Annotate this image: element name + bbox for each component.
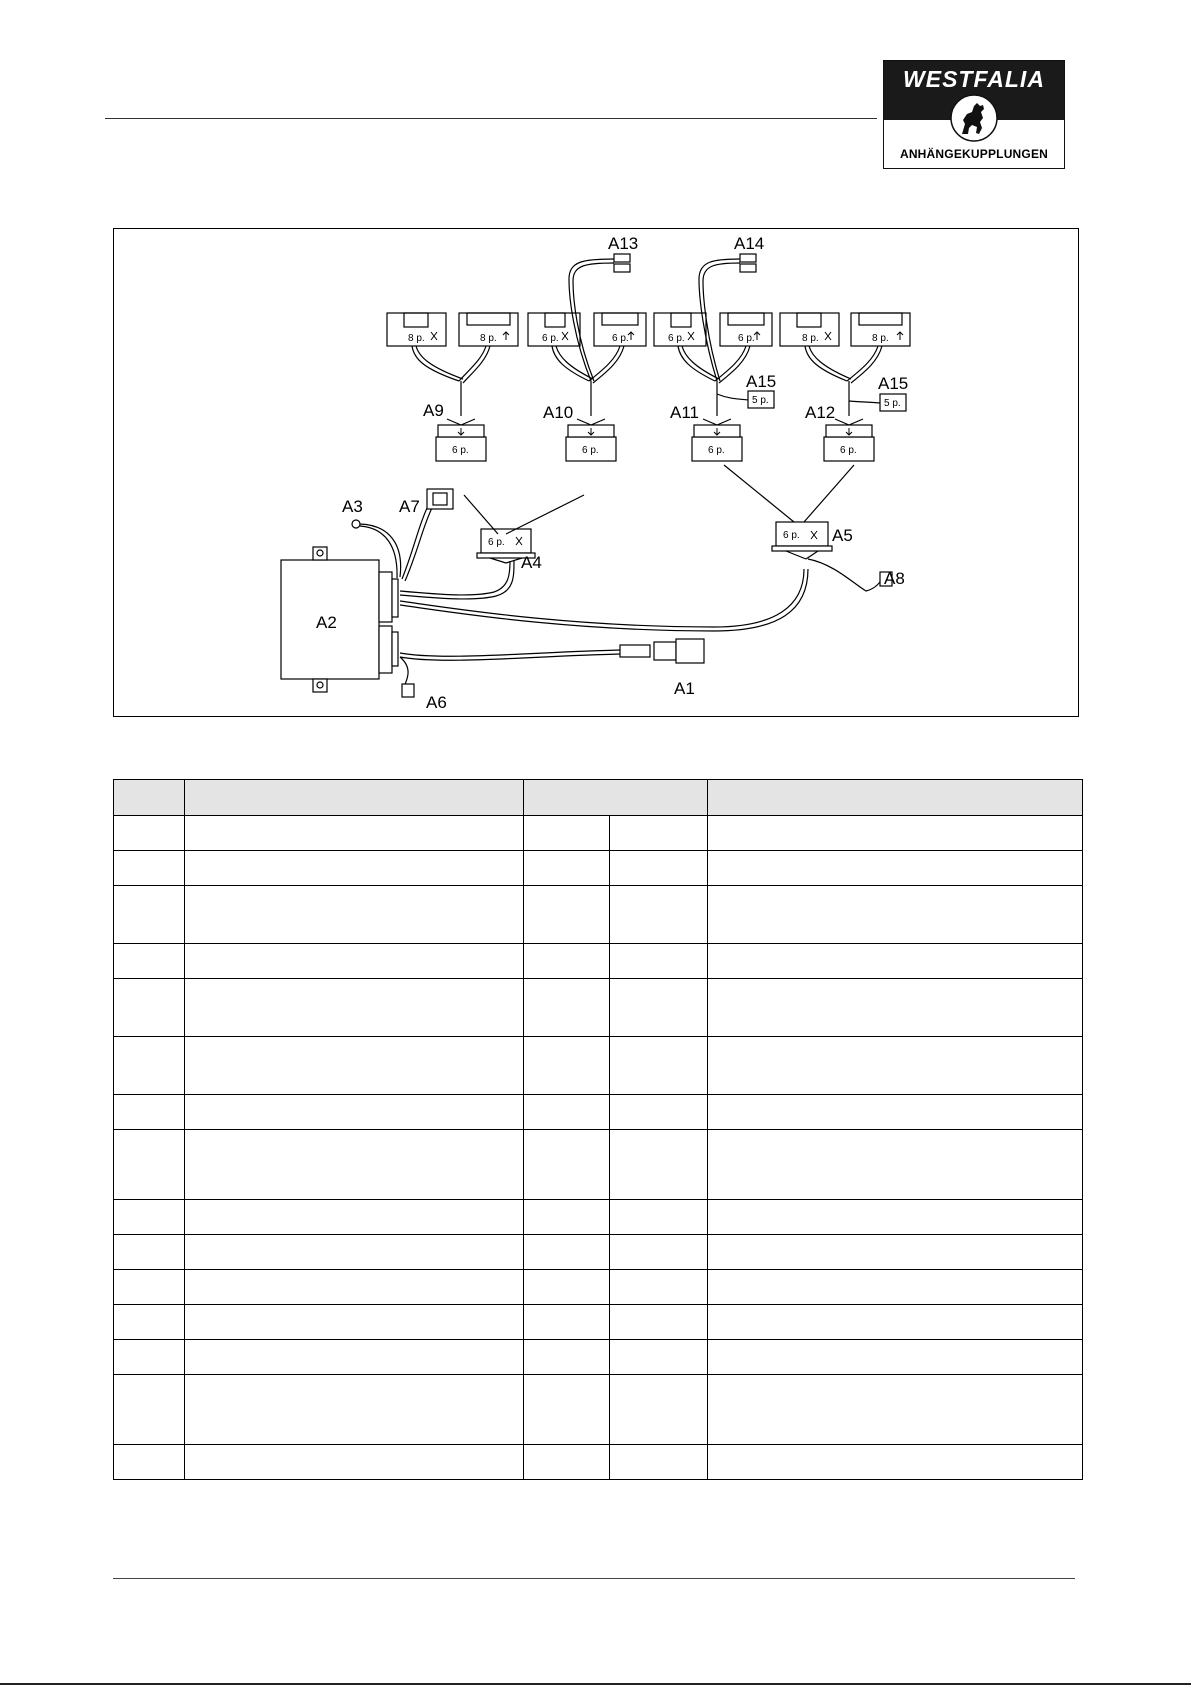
table-cell — [524, 1445, 610, 1480]
table-cell — [524, 1305, 610, 1340]
connector-label: 8 p. — [872, 333, 889, 344]
table-cell — [185, 1095, 524, 1130]
socket-upper — [379, 572, 392, 622]
table-cell — [708, 851, 1083, 886]
table-cell — [610, 851, 708, 886]
table-cell — [114, 1305, 185, 1340]
table-cell — [708, 1445, 1083, 1480]
table-row — [114, 1235, 1083, 1270]
table-cell — [114, 1235, 185, 1270]
mount-tab-bottom — [313, 679, 327, 692]
table-cell — [610, 1375, 708, 1445]
table-cell — [708, 979, 1083, 1037]
table-cell — [114, 1270, 185, 1305]
a6-plug — [402, 684, 414, 697]
a13-terminal-2 — [614, 264, 630, 272]
table-cell — [524, 1235, 610, 1270]
callout-a8: A8 — [884, 569, 905, 588]
table-cell — [114, 944, 185, 979]
table-cell — [610, 1340, 708, 1375]
table-cell — [708, 1270, 1083, 1305]
table-cell — [708, 1235, 1083, 1270]
socket-lower — [379, 626, 392, 673]
callout-a7: A7 — [399, 497, 420, 516]
table-row — [114, 1200, 1083, 1235]
table-cell — [114, 816, 185, 851]
table-cell — [185, 1200, 524, 1235]
connector-label: 5 p. — [884, 398, 901, 409]
table-cell — [524, 816, 610, 851]
specification-table — [113, 779, 1083, 1480]
table-row — [114, 816, 1083, 851]
table-cell — [524, 1375, 610, 1445]
table-cell — [610, 1235, 708, 1270]
table-cell — [708, 1095, 1083, 1130]
table-cell — [610, 816, 708, 851]
footer-rule — [113, 1578, 1075, 1579]
table-cell — [185, 1445, 524, 1480]
a1-plug-sleeve — [620, 645, 650, 657]
connector-label: 6 p. — [738, 333, 755, 344]
table-cell — [708, 944, 1083, 979]
table-cell — [610, 979, 708, 1037]
table-cell — [524, 1130, 610, 1200]
table-row — [114, 886, 1083, 944]
table-row — [114, 944, 1083, 979]
diagram-drawing — [114, 229, 1078, 716]
callout-a15-1: A15 — [746, 372, 777, 391]
logo-brand-text: WESTFALIA — [903, 66, 1045, 92]
callout-a1: A1 — [674, 679, 695, 698]
wiring-harness-diagram — [113, 228, 1079, 717]
callout-a14: A14 — [734, 234, 765, 253]
table-cell — [524, 1037, 610, 1095]
table-cell — [524, 1200, 610, 1235]
table-cell — [524, 1270, 610, 1305]
header-rule — [105, 118, 877, 119]
table-cell — [708, 1130, 1083, 1200]
table-cell — [185, 944, 524, 979]
connector-label: 6 p. — [488, 537, 505, 548]
table-cell — [610, 1200, 708, 1235]
table-cell — [708, 1340, 1083, 1375]
header-cell-pos — [114, 780, 185, 816]
table-cell — [185, 816, 524, 851]
a1-plug-head — [676, 639, 704, 663]
table-cell — [185, 1270, 524, 1305]
table-row — [114, 1375, 1083, 1445]
table-cell — [610, 1445, 708, 1480]
table-row — [114, 1445, 1083, 1480]
westfalia-logo — [883, 60, 1065, 169]
table-cell — [708, 1200, 1083, 1235]
table-cell — [524, 1095, 610, 1130]
table-cell — [185, 1305, 524, 1340]
connector-label: 6 p. — [840, 445, 857, 456]
connector-label: 6 p. — [708, 445, 725, 456]
table-cell — [114, 1095, 185, 1130]
connector-label: 6 p. — [542, 333, 559, 344]
callout-a4: A4 — [521, 553, 542, 572]
table-row — [114, 1037, 1083, 1095]
table-cell — [185, 1235, 524, 1270]
connector-label: 6 p. — [582, 445, 599, 456]
connector-label: 6 p. — [783, 530, 800, 541]
a14-terminal-1 — [740, 254, 756, 262]
table-row — [114, 979, 1083, 1037]
table-cell — [708, 816, 1083, 851]
a13-terminal-1 — [614, 254, 630, 262]
table-row — [114, 1270, 1083, 1305]
table-cell — [114, 1200, 185, 1235]
table-cell — [114, 851, 185, 886]
table-cell — [610, 1305, 708, 1340]
table-cell — [185, 1037, 524, 1095]
callout-a6: A6 — [426, 693, 447, 712]
table-cell — [524, 886, 610, 944]
table-header-row — [114, 780, 1083, 816]
connector-label: 8 p. — [802, 333, 819, 344]
table-cell — [114, 1130, 185, 1200]
table-row — [114, 1340, 1083, 1375]
table-row — [114, 1095, 1083, 1130]
table-cell — [524, 1340, 610, 1375]
connector-label: 6 p. — [452, 445, 469, 456]
table-cell — [524, 944, 610, 979]
table-cell — [114, 1375, 185, 1445]
table-cell — [708, 1037, 1083, 1095]
table-row — [114, 851, 1083, 886]
table-row — [114, 1305, 1083, 1340]
table-cell — [114, 886, 185, 944]
callout-a3: A3 — [342, 497, 363, 516]
table-cell — [610, 1130, 708, 1200]
table-cell — [185, 1130, 524, 1200]
a3-sensor-ring — [352, 520, 360, 528]
callout-a2: A2 — [316, 613, 337, 632]
table-cell — [185, 851, 524, 886]
callout-a13: A13 — [608, 234, 639, 253]
callout-a5: A5 — [832, 526, 853, 545]
table-cell — [185, 1340, 524, 1375]
table-cell — [708, 886, 1083, 944]
table-cell — [610, 1095, 708, 1130]
a1-plug-body — [654, 642, 676, 660]
callout-a12: A12 — [805, 403, 836, 422]
table-cell — [524, 979, 610, 1037]
table-cell — [185, 1375, 524, 1445]
table-row — [114, 1130, 1083, 1200]
table-cell — [610, 1270, 708, 1305]
callout-a9: A9 — [423, 401, 444, 420]
table-cell — [114, 1340, 185, 1375]
callout-a10: A10 — [543, 403, 574, 422]
a14-terminal-2 — [740, 264, 756, 272]
connector-label: 6 p. — [612, 333, 629, 344]
table-cell — [610, 944, 708, 979]
callout-a15-2: A15 — [878, 374, 909, 393]
connector-label: 8 p. — [408, 333, 425, 344]
header-cell-description — [185, 780, 524, 816]
connector-label: 6 p. — [668, 333, 685, 344]
table-cell — [114, 1037, 185, 1095]
table-cell — [708, 1375, 1083, 1445]
mount-tab-top — [313, 547, 327, 560]
table-cell — [610, 886, 708, 944]
table-cell — [708, 1305, 1083, 1340]
a7-plug — [427, 489, 453, 509]
table-cell — [185, 886, 524, 944]
callout-a11: A11 — [670, 403, 699, 422]
table-cell — [610, 1037, 708, 1095]
table-cell — [114, 979, 185, 1037]
table-cell — [185, 979, 524, 1037]
connector-label: 5 p. — [752, 395, 769, 406]
header-cell-remarks — [708, 780, 1083, 816]
table-cell — [524, 851, 610, 886]
horse-emblem-icon — [950, 94, 998, 142]
table-cell — [114, 1445, 185, 1480]
header-cell-quantity — [524, 780, 708, 816]
logo-subtitle: ANHÄNGEKUPPLUNGEN — [899, 147, 1049, 161]
connector-label: 8 p. — [480, 333, 497, 344]
